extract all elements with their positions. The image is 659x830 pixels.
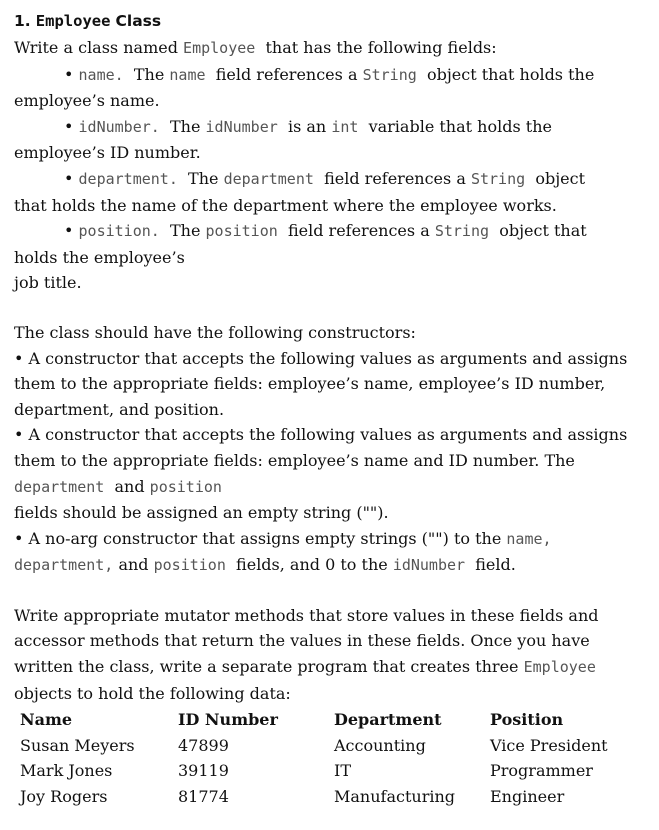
field-idnumber-item: • idNumber. The idNumber is an int variable that holds the employee’s ID number. [14,116,552,163]
header-id-number: ID Number [178,710,278,730]
heading-class-name: Employee [35,12,111,30]
constructors-intro: The class should have the following constructors: [14,322,416,342]
heading-number: 1. [14,12,31,30]
intro-paragraph: Write a class named Employee that has the following fields: [14,38,497,57]
section-heading [14,8,646,34]
cell-position: Programmer [490,761,593,781]
cell-department: IT [334,761,351,781]
cell-id: 39119 [178,761,229,781]
closing-paragraph: Write appropriate mutator methods that store values in these fields and accessor methods that return the values in these fields. Once you have written the class, write a separate program that creates three Employee objects to hold the following data: [14,605,599,703]
assignment-document [14,8,646,810]
cell-department: Accounting [334,735,426,755]
cell-position: Engineer [490,787,565,807]
table-header-row [20,707,630,733]
cell-id: 81774 [178,787,229,807]
cell-department: Manufacturing [334,787,455,807]
field-position-item: • position. The position field references a String object that holds the employee’s job title. [14,221,587,293]
constructor-full: • A constructor that accepts the following values as arguments and assigns them to the appropriate fields: employee’s name, employee’s ID number, department, and position. [14,348,628,419]
cell-position: Vice President [490,735,608,755]
cell-name: Susan Meyers [20,735,135,755]
constructor-name-id: • A constructor that accepts the following values as arguments and assigns them to the appropriate fields: employee’s name and ID number. The department and position fields should be assigned an empty string (""). [14,425,628,523]
constructor-no-arg: • A no-arg constructor that assigns empty strings ("") to the name, department, and position fields, and 0 to the idNumber field. [14,528,552,575]
cell-name: Joy Rogers [20,787,108,807]
table-row [20,784,630,810]
field-name-item: • name. The name field references a String object that holds the employee’s name. [14,64,595,111]
table-row [20,733,630,759]
table-row [20,758,630,784]
heading-word: Class [115,12,162,30]
header-name: Name [20,710,73,730]
employee-data-table [20,707,630,809]
field-department-item: • department. The department field references a String object that holds the name of the department where the employee works. [14,168,586,215]
header-position: Position [490,710,564,730]
cell-name: Mark Jones [20,761,113,781]
cell-id: 47899 [178,735,229,755]
header-department: Department [334,710,442,730]
